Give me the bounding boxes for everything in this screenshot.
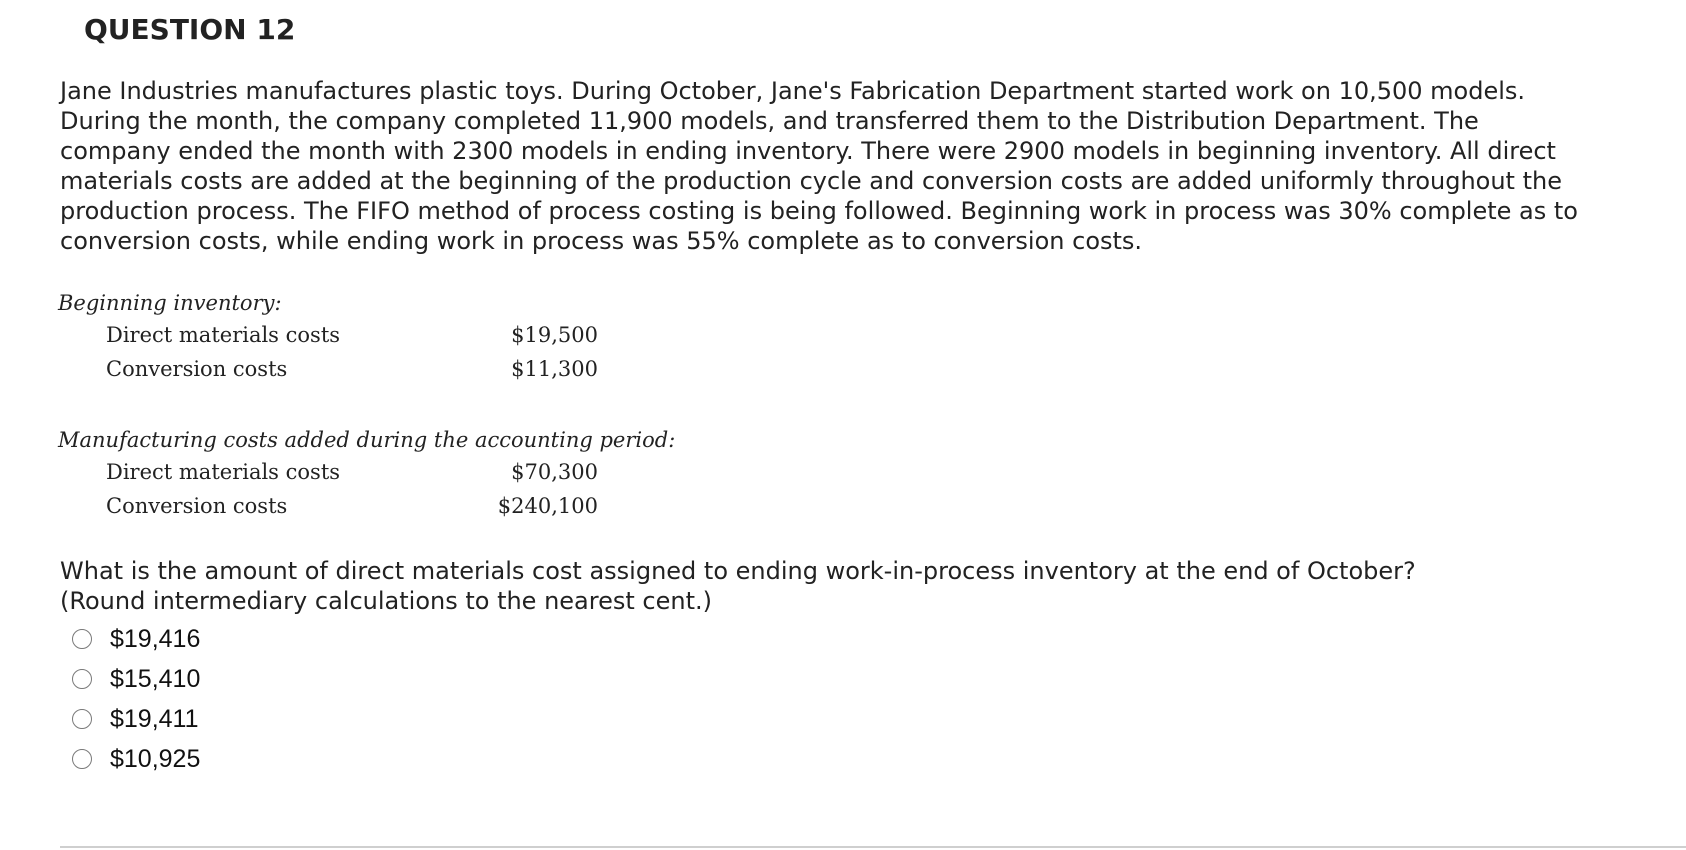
question-text-line: During the month, the company completed 11,900 models, and transferred them to the Distribution Department. The [60, 107, 1479, 135]
option-label[interactable]: $15,410 [110, 665, 201, 693]
question-text-line: Jane Industries manufactures plastic toys. During October, Jane's Fabrication Department started work on 10,500 models. [60, 77, 1526, 105]
radio-button[interactable] [72, 709, 92, 729]
question-prompt [60, 556, 1620, 616]
beginning-inventory-heading: Beginning inventory: [58, 291, 282, 315]
option-label[interactable]: $19,411 [110, 705, 199, 733]
option-label[interactable]: $19,416 [110, 625, 201, 653]
cost-value: $19,500 [511, 323, 598, 347]
cost-label: Conversion costs [106, 494, 288, 518]
question-text-line: production process. The FIFO method of process costing is being followed. Beginning work in process was 30% complete as to [60, 197, 1578, 225]
cost-label: Direct materials costs [106, 323, 341, 347]
beginning-inventory-table [58, 288, 598, 386]
prompt-line: What is the amount of direct materials cost assigned to ending work-in-process inventory at the end of October? [60, 557, 1416, 585]
cost-row [58, 352, 598, 386]
answer-option-1[interactable] [72, 619, 200, 659]
question-text-line: company ended the month with 2300 models in ending inventory. There were 2900 models in beginning inventory. All direct [60, 137, 1556, 165]
cost-row [58, 489, 675, 523]
cost-label: Conversion costs [106, 357, 288, 381]
cost-value: $70,300 [511, 460, 598, 484]
costs-added-heading: Manufacturing costs added during the accounting period: [58, 428, 676, 452]
option-label[interactable]: $10,925 [110, 745, 201, 773]
question-title: QUESTION 12 [84, 13, 296, 46]
divider [60, 846, 1686, 848]
cost-label: Direct materials costs [106, 460, 341, 484]
answer-option-2[interactable] [72, 659, 200, 699]
costs-added-table [58, 425, 675, 523]
radio-button[interactable] [72, 749, 92, 769]
cost-row [58, 318, 598, 352]
prompt-note: (Round intermediary calculations to the nearest cent.) [60, 587, 712, 615]
radio-button[interactable] [72, 629, 92, 649]
answer-option-4[interactable] [72, 739, 200, 779]
cost-row [58, 455, 675, 489]
cost-value: $240,100 [497, 494, 598, 518]
answer-options [72, 619, 200, 779]
cost-value: $11,300 [511, 357, 598, 381]
question-text [60, 76, 1620, 256]
question-text-line: conversion costs, while ending work in process was 55% complete as to conversion costs. [60, 227, 1143, 255]
radio-button[interactable] [72, 669, 92, 689]
question-text-line: materials costs are added at the beginning of the production cycle and conversion costs are added uniformly throughout the [60, 167, 1562, 195]
answer-option-3[interactable] [72, 699, 200, 739]
